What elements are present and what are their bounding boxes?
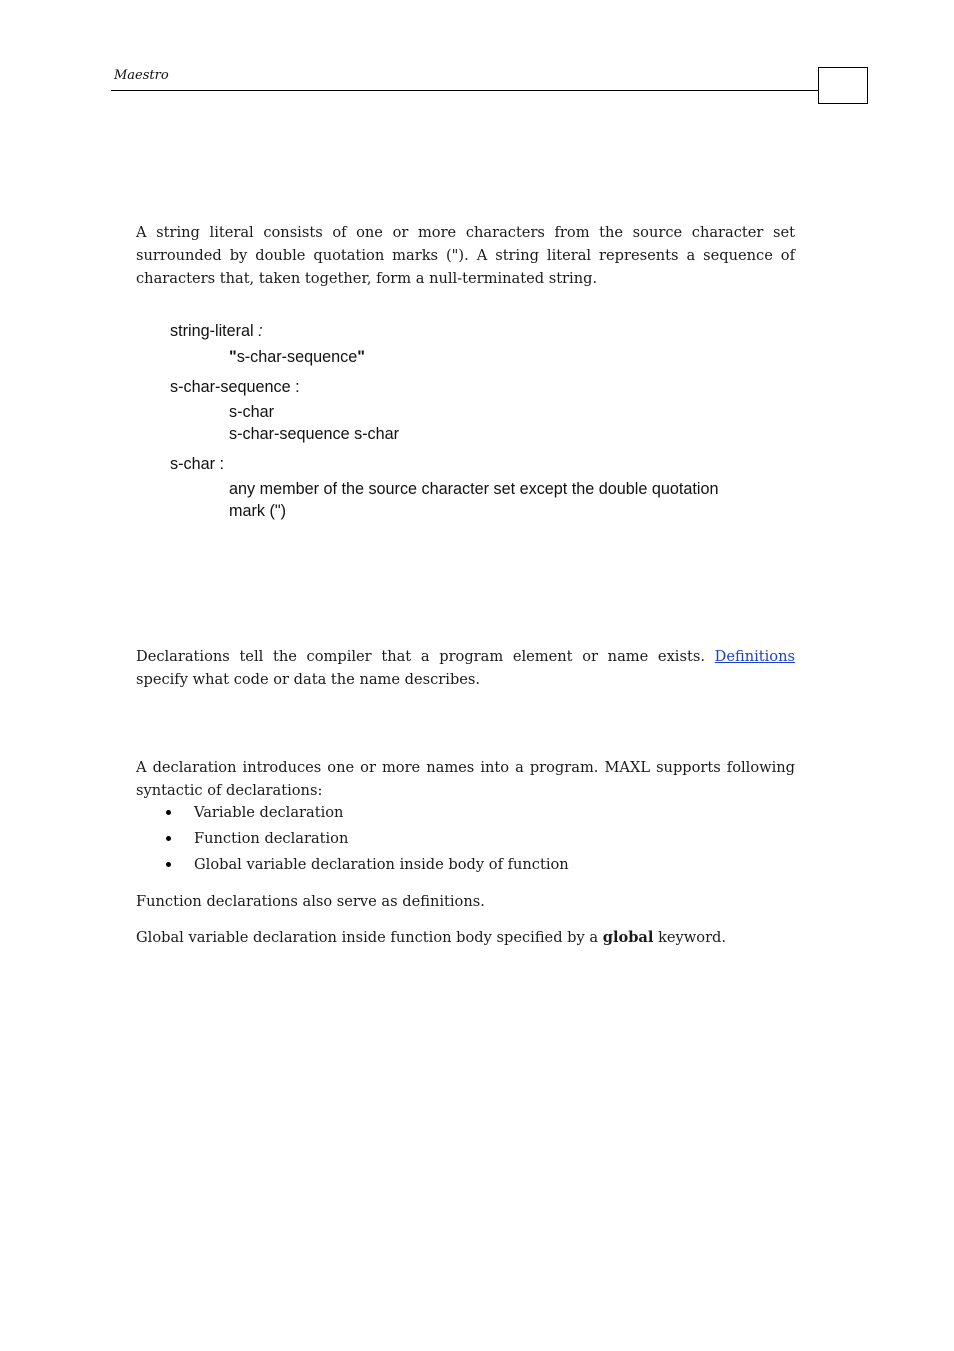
grammar-term-string-literal: [170, 322, 263, 341]
grammar-rule-string-literal: [229, 348, 365, 367]
list-item: [136, 801, 569, 827]
grammar-term-colon: :: [258, 322, 263, 340]
list-item: [136, 827, 569, 853]
running-header-title: Maestro: [114, 68, 169, 83]
grammar-quote-close: ": [357, 348, 365, 366]
list-item-text: Variable declaration: [194, 804, 344, 821]
grammar-term-string-literal-label: string-literal: [170, 322, 254, 340]
grammar-rule-any-member-line-2: mark ("): [229, 502, 286, 520]
page-number-box: [818, 67, 868, 104]
grammar-quote-open: ": [229, 348, 237, 366]
list-item-text: Function declaration: [194, 830, 349, 847]
declaration-syntax-intro: A declaration introduces one or more names into a program. MAXL supports following syntactic of declarations:: [136, 759, 795, 799]
grammar-term-s-char-sequence: s-char-sequence :: [170, 378, 300, 396]
grammar-term-s-char: s-char :: [170, 455, 224, 473]
declarations-intro-text-2: specify what code or data the name describes.: [136, 671, 481, 688]
global-keyword: global: [602, 929, 654, 946]
grammar-rule-any-member-line-1: any member of the source character set except the double quotation: [229, 480, 719, 498]
grammar-rule-s-char-sequence: s-char-sequence: [236, 348, 358, 366]
definitions-link[interactable]: Definitions: [714, 648, 795, 665]
declaration-types-list: [136, 801, 569, 879]
list-item-text: Global variable declaration inside body of function: [194, 856, 569, 873]
bullet-icon: [166, 862, 171, 867]
global-note-suffix: keyword.: [658, 929, 727, 946]
bullet-icon: [166, 836, 171, 841]
grammar-rule-s-char: s-char: [229, 403, 274, 421]
global-declaration-note: [136, 926, 726, 949]
string-literal-intro: A string literal consists of one or more characters from the source character set surrounded by double quotation marks ("). A string literal represents a sequence of characters that, taken together, form a null-terminated string.: [136, 224, 795, 287]
declarations-intro-text: Declarations tell the compiler that a program element or name exists.: [136, 648, 705, 665]
list-item: [136, 853, 569, 879]
global-note-prefix: Global variable declaration inside function body specified by a: [136, 929, 599, 946]
grammar-rule-s-char-sequence-s-char: s-char-sequence s-char: [229, 425, 400, 443]
declarations-intro: [136, 645, 795, 691]
function-declaration-note: Function declarations also serve as definitions.: [136, 893, 485, 910]
bullet-icon: [166, 810, 171, 815]
header-rule: [111, 90, 819, 91]
